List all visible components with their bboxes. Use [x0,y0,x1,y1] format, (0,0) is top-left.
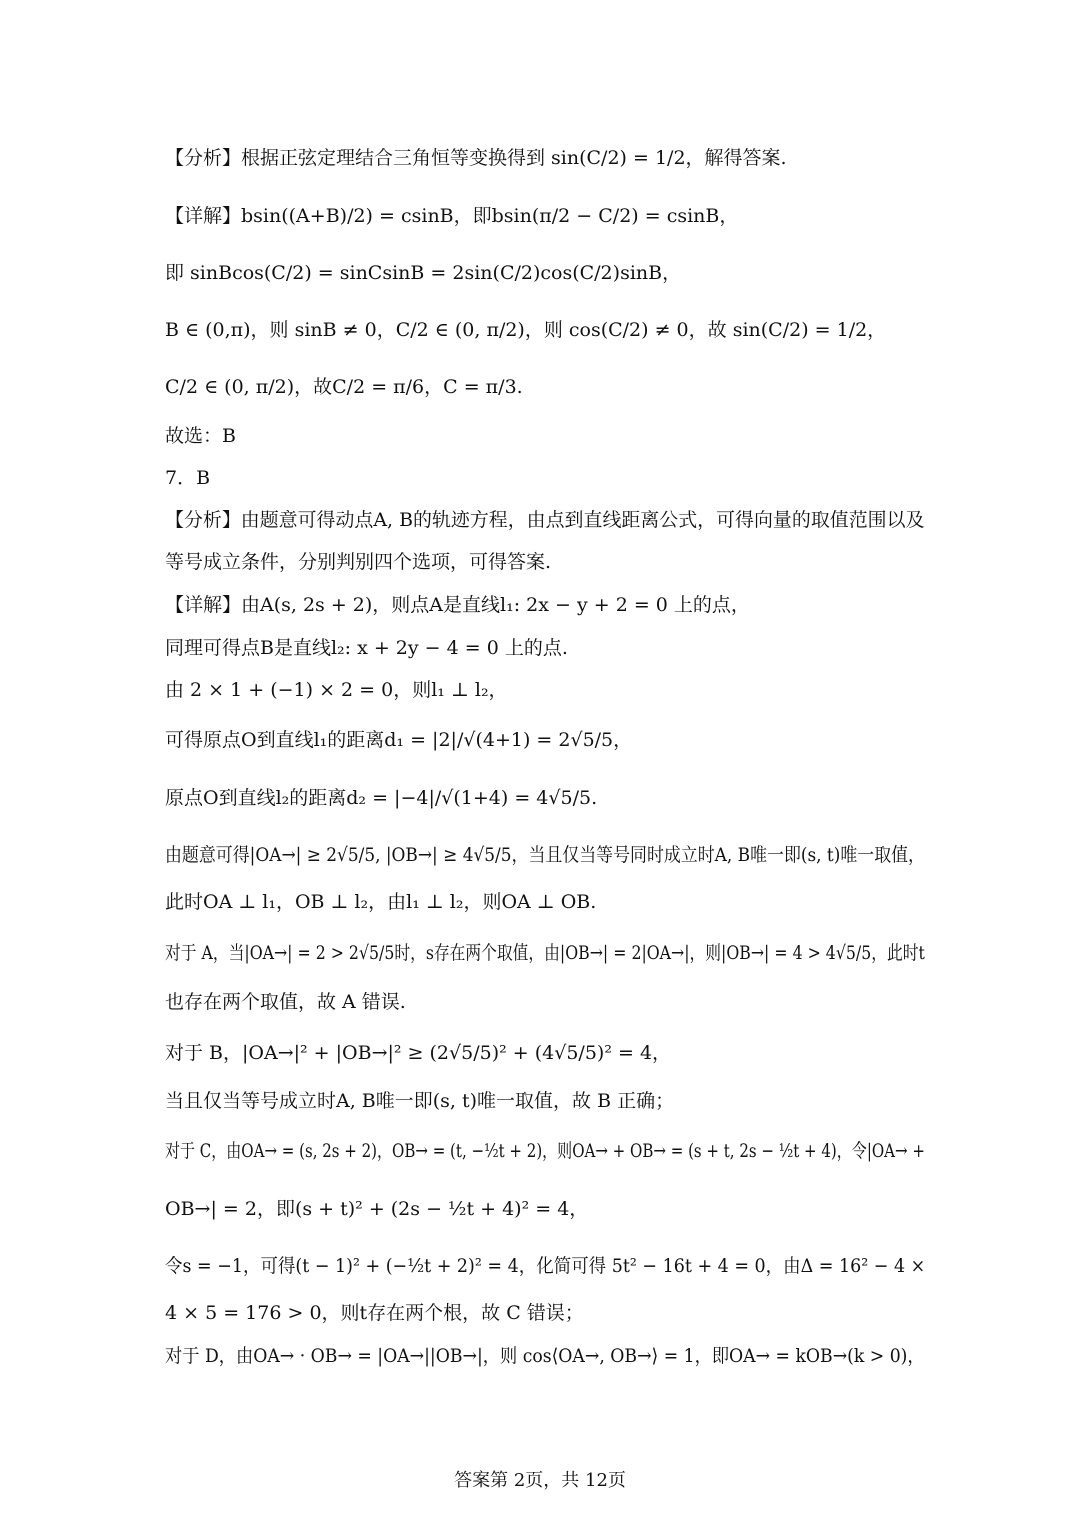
text-line-24: 4 × 5 = 176 > 0，则t存在两个根，故 C 错误； [165,1302,584,1324]
text-line-10: 【详解】由A(s, 2s + 2)，则点A是直线l₁: 2x − y + 2 = 0 上的点， [165,594,750,616]
text-line-12: 由 2 × 1 + (−1) × 2 = 0，则l₁ ⊥ l₂， [165,679,508,701]
text-line-5: C/2 ∈ (0, π/2)，故C/2 = π/6，C = π/3. [165,376,523,398]
text-line-14: 原点O到直线l₂的距离d₂ = |−4|/√(1+4) = 4√5/5. [165,787,598,809]
text-line-6: 故选：B [165,425,236,447]
text-line-22: OB→| = 2，即(s + t)² + (2s − ½t + 4)² = 4， [165,1198,589,1220]
text-line-21: 对于 C，由OA→ = (s, 2s + 2)，OB→ = (t, −½t + 2)，则OA→ + OB→ = (s + t, 2s − ½t + 4)，令|OA→ + [165,1140,925,1162]
question-number: 7．B [165,467,211,489]
text-line-20: 当且仅当等号成立时A, B唯一即(s, t)唯一取值，故 B 正确； [165,1090,675,1112]
text-line-25: 对于 D，由OA→ · OB→ = |OA→||OB→|，则 cos⟨OA→, OB→⟩ = 1，即OA→ = kOB→(k > 0)， [165,1345,925,1367]
text-line-9: 等号成立条件，分别判别四个选项，可得答案. [165,551,552,573]
text-line-19: 对于 B，|OA→|² + |OB→|² ≥ (2√5/5)² + (4√5/5)² = 4， [165,1042,672,1064]
page-footer: 答案第 2页，共 12页 [454,1470,626,1491]
text-line-15: 由题意可得|OA→| ≥ 2√5/5, |OB→| ≥ 4√5/5，当且仅当等号同时成立时A, B唯一即(s, t)唯一取值， [165,844,925,866]
text-line-8: 【分析】由题意可得动点A, B的轨迹方程，由点到直线距离公式，可得向量的取值范围以及 [165,509,925,531]
text-line-4: B ∈ (0,π)，则 sinB ≠ 0，C/2 ∈ (0, π/2)，则 cos(C/2) ≠ 0，故 sin(C/2) = 1/2， [165,319,887,341]
text-line-18: 也存在两个取值，故 A 错误. [165,991,406,1013]
text-line-23: 令s = −1，可得(t − 1)² + (−½t + 2)² = 4，化简可得 5t² − 16t + 4 = 0，由Δ = 16² − 4 × [165,1255,926,1277]
text-line-11: 同理可得点B是直线l₂: x + 2y − 4 = 0 上的点. [165,637,568,659]
text-line-13: 可得原点O到直线l₁的距离d₁ = |2|/√(4+1) = 2√5/5， [165,729,633,751]
text-line-3: 即 sinBcos(C/2) = sinCsinB = 2sin(C/2)cos(C/2)sinB， [165,262,682,284]
text-line-1: 【分析】根据正弦定理结合三角恒等变换得到 sin(C/2) = 1/2，解得答案. [165,147,787,169]
text-line-2: 【详解】bsin((A+B)/2) = csinB，即bsin(π/2 − C/2) = csinB， [165,205,739,227]
text-line-17: 对于 A，当|OA→| = 2 > 2√5/5时，s存在两个取值，由|OB→| = 2|OA→|，则|OB→| = 4 > 4√5/5，此时t [165,942,925,964]
text-line-16: 此时OA ⊥ l₁，OB ⊥ l₂，由l₁ ⊥ l₂，则OA ⊥ OB. [165,891,597,913]
